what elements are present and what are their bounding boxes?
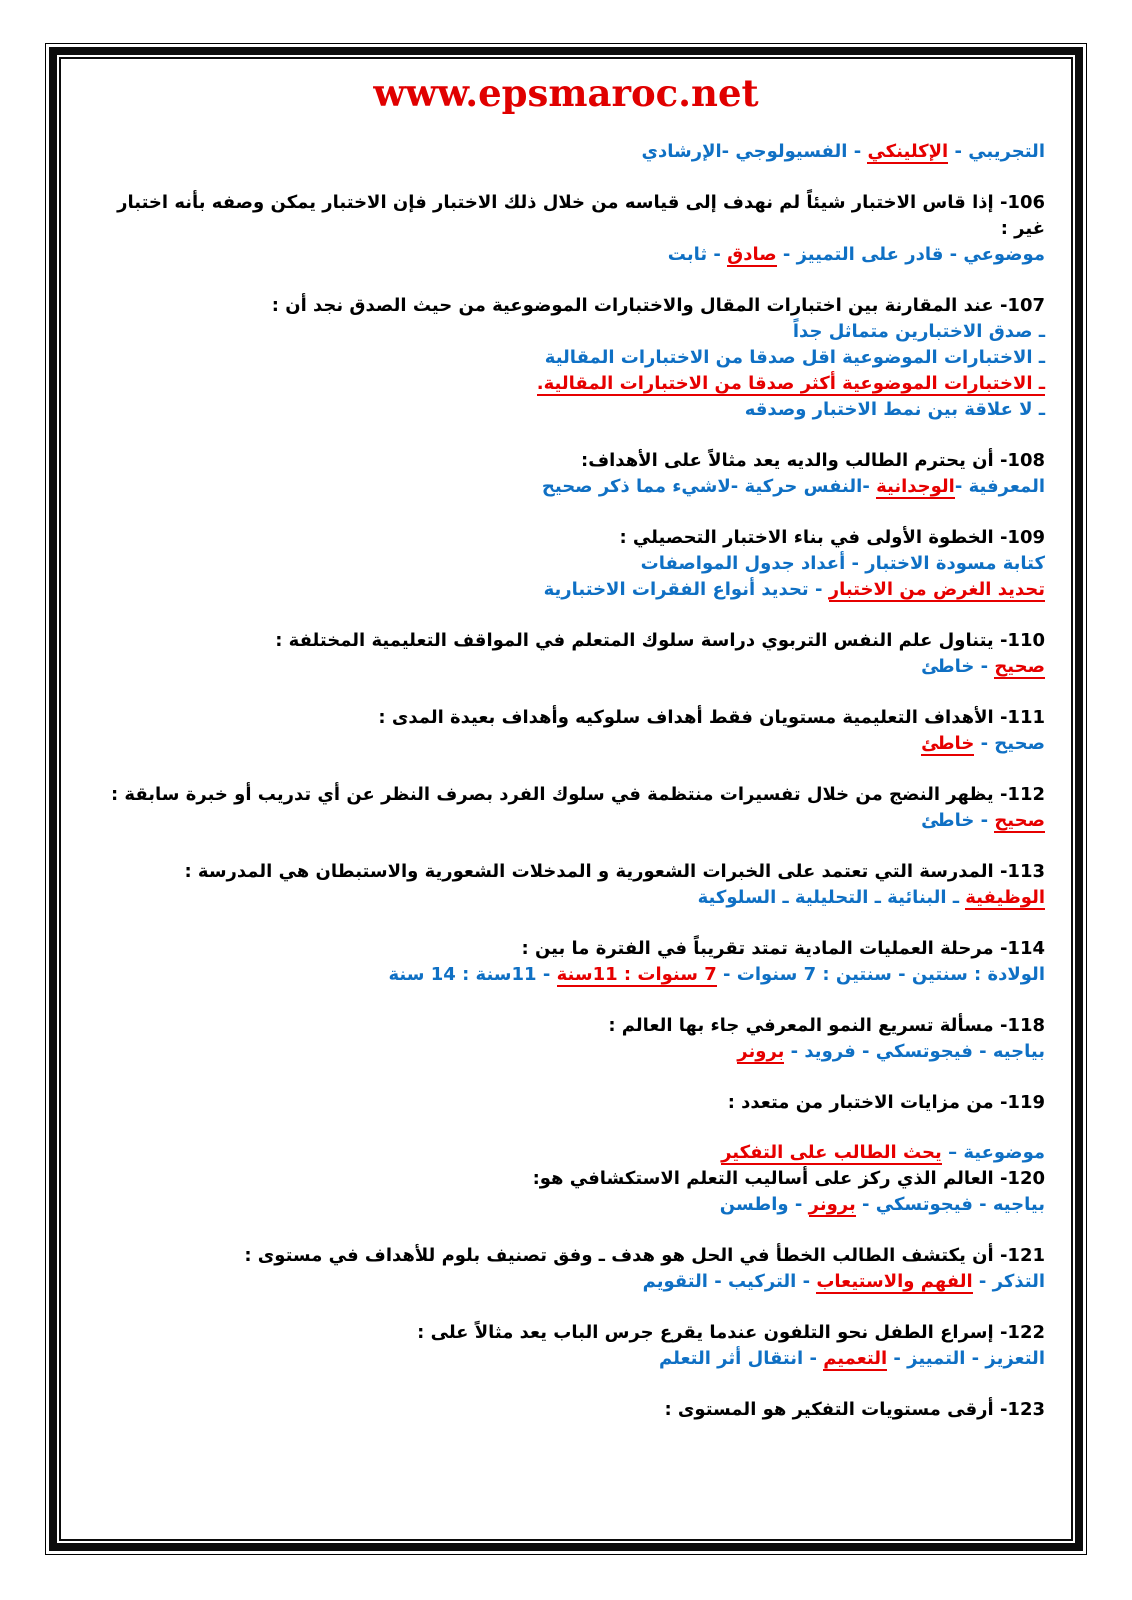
answer-line [87,731,1045,757]
answers [87,731,1045,757]
answer-line [87,139,1045,165]
question-number: 114- [993,938,1045,959]
question-line [87,190,1045,242]
answer-line [87,319,1045,345]
question-text: مسألة تسريع النمو المعرفي جاء بها العالم : [608,1015,994,1036]
question-block-112 [87,782,1045,834]
answer-line [87,577,1045,603]
correct-answer: الفهم والاستيعاب [816,1271,973,1292]
question-text: إسراع الطفل نحو التلفون عندما يقرع جرس الباب يعد مثالاً على : [417,1322,994,1343]
answer-line [87,1192,1045,1218]
answers [87,962,1045,988]
question-line [87,782,1045,808]
document-content [61,59,1071,1423]
answer-option: - ثابت [667,244,728,265]
page-border-inner-line [59,57,1073,1541]
answer-option: المعرفية - [954,476,1045,497]
answers [87,1346,1045,1372]
question-block-118 [87,1013,1045,1065]
question-block-107 [87,293,1045,423]
answer-option: ـ الاختبارات الموضوعية اقل صدقا من الاختبارات المقالية [544,347,1045,368]
correct-answer: تحديد الغرض من الاختبار [828,579,1045,600]
answer-option: ـ لا علاقة بين نمط الاختبار وصدقه [744,399,1045,420]
question-line [87,705,1045,731]
question-number: 110- [993,630,1045,651]
correct-answer: الإكلينكي [867,141,949,162]
answers [87,1039,1045,1065]
answer-line [87,1140,1045,1166]
correct-answer: خاطئ [921,733,975,754]
question-number: 113- [993,861,1045,882]
question-text: أن يحترم الطالب والديه يعد مثالاً على الأهداف: [581,450,994,471]
question-block-113 [87,859,1045,911]
answer-option: - التركيب - التقويم [642,1271,817,1292]
correct-answer: الوظيفية [965,887,1045,908]
question-block-120 [87,1166,1045,1218]
question-block-111 [87,705,1045,757]
answers [87,242,1045,268]
question-line [87,293,1045,319]
question-number: 108- [993,450,1045,471]
correct-answer: يحث الطالب على التفكير [721,1142,942,1163]
correct-answer: صحيح [994,656,1045,677]
answer-option: - خاطئ [921,810,995,831]
question-text: إذا قاس الاختبار شيئاً لم نهدف إلى قياسه من خلال ذلك الاختبار فإن الاختبار يمكن وصفه بأنه اختبار غير : [117,192,1045,239]
question-line [87,448,1045,474]
question-line [87,1397,1045,1423]
question-block-109 [87,525,1045,603]
answers [87,885,1045,911]
correct-answer: التعميم [823,1348,888,1369]
answer-option: التجريبي - [948,141,1045,162]
answer-option: الولادة : سنتين - سنتين : 7 سنوات - [716,964,1045,985]
correct-answer: ـ الاختبارات الموضوعية أكثر صدقا من الاختبارات المقالية. [536,373,1045,394]
question-line [87,1166,1045,1192]
question-block-110 [87,628,1045,680]
correct-answer: الوجدانية [876,476,955,497]
answer-line [87,1269,1045,1295]
answer-option: ـ البنائية ـ التحليلية ـ السلوكية [697,887,966,908]
question-block-119 [87,1090,1045,1166]
questions-list [87,190,1045,1423]
question-number: 122- [993,1322,1045,1343]
question-text: يتناول علم النفس التربوي دراسة سلوك المتعلم في المواقف التعليمية المختلفة : [275,630,994,651]
correct-answer: صحيح [994,810,1045,831]
question-text: أن يكتشف الطالب الخطأ في الحل هو هدف ـ وفق تصنيف بلوم للأهداف في مستوى : [244,1245,994,1266]
intro-answers [87,139,1045,165]
answer-line [87,242,1045,268]
question-line [87,1013,1045,1039]
answer-option: - الفسيولوجي -الإرشادي [641,141,868,162]
question-text: من مزايات الاختبار من متعدد : [727,1092,994,1113]
question-text: مرحلة العمليات المادية تمتد تقريباً في الفترة ما بين : [521,938,994,959]
question-number: 109- [993,527,1045,548]
answer-option: موضوعي - قادر على التمييز - [776,244,1045,265]
question-number: 111- [993,707,1045,728]
answer-option: - 11سنة : 14 سنة [388,964,557,985]
answer-line [87,474,1045,500]
question-block-114 [87,936,1045,988]
correct-answer: برونر [737,1041,785,1062]
question-number: 120- [993,1168,1045,1189]
question-number: 123- [993,1399,1045,1420]
answer-line [87,397,1045,423]
question-block-121 [87,1243,1045,1295]
question-number: 112- [993,784,1045,805]
page-border [45,43,1087,1555]
question-line [87,859,1045,885]
answer-option: صحيح - [974,733,1045,754]
answers [87,551,1045,603]
question-line [87,1243,1045,1269]
question-line [87,1090,1045,1116]
question-number: 119- [993,1092,1045,1113]
answers [87,1192,1045,1218]
site-header: www.epsmaroc.net [373,71,759,115]
answer-option: - واطسن [719,1194,809,1215]
correct-answer: برونر [808,1194,856,1215]
answer-option: كتابة مسودة الاختبار - أعداد جدول المواصفات [640,553,1045,574]
answer-line [87,371,1045,397]
page-border-thick-line [49,47,1083,1551]
answer-line [87,1346,1045,1372]
answers [87,319,1045,423]
answer-line [87,551,1045,577]
answer-line [87,962,1045,988]
answer-option: -النفس حركية -لاشيء مما ذكر صحيح [541,476,877,497]
answer-option: - تحديد أنواع الفقرات الاختبارية [543,579,829,600]
question-number: 118- [993,1015,1045,1036]
answer-option: - انتقال أثر التعلم [659,1348,824,1369]
answers [87,1140,1045,1166]
question-text: العالم الذي ركز على أساليب التعلم الاستكشافي هو: [532,1168,994,1189]
question-text: المدرسة التي تعتمد على الخبرات الشعورية و المدخلات الشعورية والاستبطان هي المدرسة : [184,861,994,882]
answer-option: التعزيز - التمييز - [887,1348,1045,1369]
question-line [87,1320,1045,1346]
question-text: أرقى مستويات التفكير هو المستوى : [664,1399,994,1420]
answer-option: ـ صدق الاختبارين متماثل جداً [792,321,1045,342]
answers [87,808,1045,834]
question-number: 121- [993,1245,1045,1266]
question-text: الأهداف التعليمية مستويان فقط أهداف سلوكيه وأهداف بعيدة المدى : [378,707,994,728]
question-number: 106- [993,192,1045,213]
question-text: الخطوة الأولى في بناء الاختبار التحصيلي : [619,527,994,548]
question-block-123 [87,1397,1045,1423]
question-line [87,525,1045,551]
correct-answer: صادق [727,244,777,265]
answer-line [87,885,1045,911]
answer-line [87,345,1045,371]
answer-line [87,808,1045,834]
question-number: 107- [993,295,1045,316]
answer-option: - خاطئ [921,656,995,677]
correct-answer: 7 سنوات : 11سنة [556,964,717,985]
answers [87,474,1045,500]
question-block-108 [87,448,1045,500]
question-block-122 [87,1320,1045,1372]
answer-option: بياجيه - فيجوتسكي - [855,1194,1045,1215]
answer-option: موضوعية – [941,1142,1045,1163]
answer-line [87,654,1045,680]
question-text: يظهر النضج من خلال تفسيرات منتظمة في سلوك الفرد بصرف النظر عن أي تدريب أو خبرة سابقة : [110,784,994,805]
question-block-106 [87,190,1045,268]
answer-option: بياجيه - فيجوتسكي - فرويد - [784,1041,1045,1062]
answer-option: التذكر - [972,1271,1045,1292]
question-line [87,936,1045,962]
question-text: عند المقارنة بين اختبارات المقال والاختبارات الموضوعية من حيث الصدق نجد أن : [271,295,994,316]
answers [87,654,1045,680]
answer-line [87,1039,1045,1065]
question-line [87,628,1045,654]
answers [87,1269,1045,1295]
